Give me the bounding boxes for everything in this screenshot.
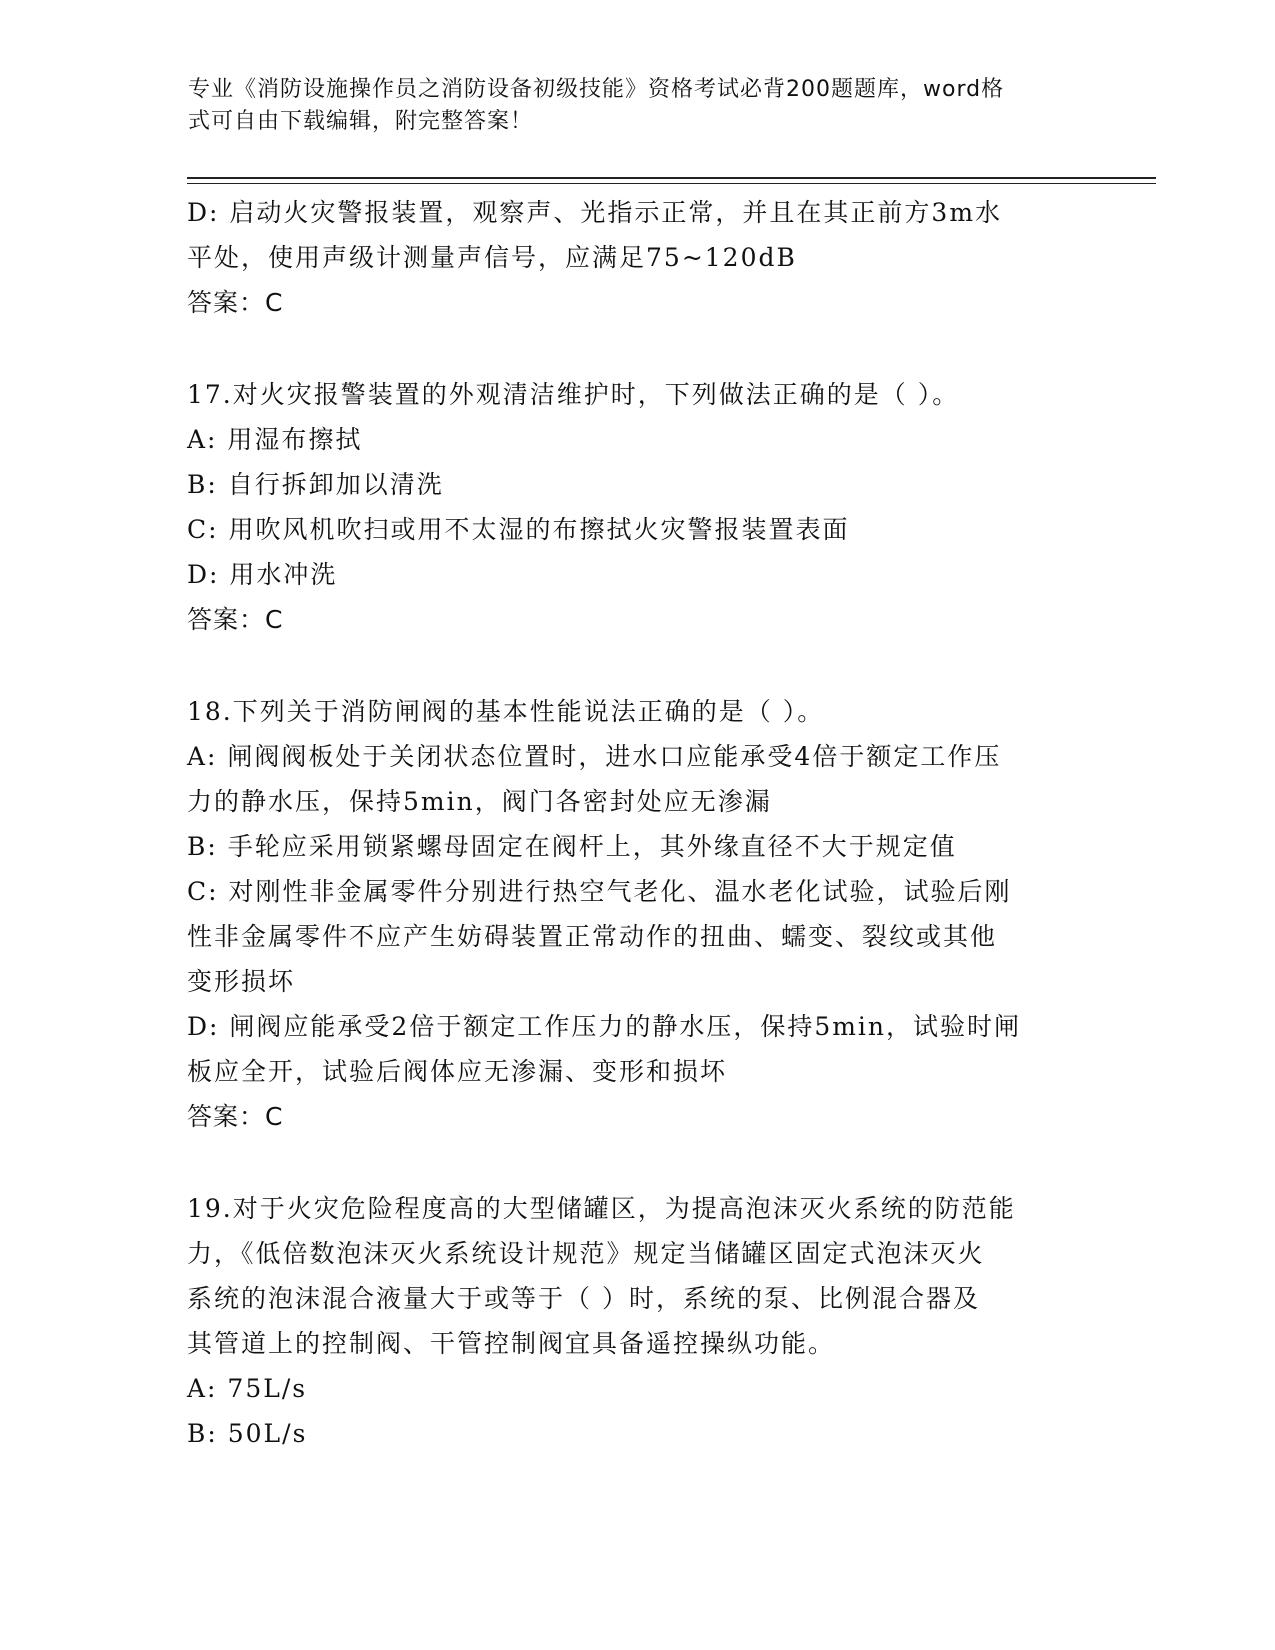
question-stem: 18.下列关于消防闸阀的基本性能说法正确的是（ ）。: [187, 697, 825, 726]
option-c: C: 对刚性非金属零件分别进行热空气老化、温水老化试验，试验后刚: [187, 877, 1012, 906]
option-b: B: 自行拆卸加以清洗: [187, 470, 444, 499]
spacer: [187, 642, 1087, 689]
question-stem-cont: 其管道上的控制阀、干管控制阀宜具备遥控操纵功能。: [187, 1329, 836, 1358]
spacer: [187, 1139, 1087, 1186]
question-stem: 19.对于火灾危险程度高的大型储罐区，为提高泡沫灭火系统的防范能: [187, 1194, 1016, 1223]
answer-line: 答案：C: [187, 288, 284, 317]
question-stem-cont: 力，《低倍数泡沫灭火系统设计规范》规定当储罐区固定式泡沫灭火: [187, 1239, 985, 1268]
option-c-cont: 性非金属零件不应产生妨碍装置正常动作的扭曲、蠕变、裂纹或其他: [187, 922, 998, 951]
option-c: C: 用吹风机吹扫或用不太湿的布擦拭火灾警报装置表面: [187, 515, 850, 544]
option-a: A: 用湿布擦拭: [187, 425, 363, 454]
answer-line: 答案：C: [187, 605, 284, 634]
question-block-17: [187, 372, 1087, 642]
option-a: A: 闸阀阀板处于关闭状态位置时，进水口应能承受4倍于额定工作压: [187, 742, 1002, 771]
option-a: A: 75L/s: [187, 1374, 308, 1403]
option-b: B: 50L/s: [187, 1419, 308, 1448]
option-a-cont: 力的静水压，保持5min，阀门各密封处应无渗漏: [187, 787, 772, 816]
spacer: [187, 325, 1087, 372]
option-d: D: 启动火灾警报装置，观察声、光指示正常，并且在其正前方3m水: [187, 198, 1003, 227]
document-header: [188, 74, 1088, 138]
header-rule-thick: [187, 177, 1156, 179]
question-stem-cont: 系统的泡沫混合液量大于或等于（ ）时，系统的泵、比例混合器及: [187, 1284, 980, 1313]
question-block-16: [187, 190, 1087, 325]
option-c-cont: 变形损坏: [187, 967, 296, 996]
question-block-19: [187, 1186, 1087, 1456]
option-d-cont: 平处，使用声级计测量声信号，应满足75~120dB: [187, 243, 797, 272]
header-line-2: 式可自由下载编辑，附完整答案！: [188, 109, 534, 134]
option-d: D: 用水冲洗: [187, 560, 338, 589]
question-block-18: [187, 689, 1087, 1139]
option-d: D: 闸阀应能承受2倍于额定工作压力的静水压，保持5min，试验时闸: [187, 1012, 1022, 1041]
question-content: [187, 190, 1087, 1456]
option-b: B: 手轮应采用锁紧螺母固定在阀杆上，其外缘直径不大于规定值: [187, 832, 957, 861]
option-d-cont: 板应全开，试验后阀体应无渗漏、变形和损坏: [187, 1057, 728, 1086]
answer-line: 答案：C: [187, 1102, 284, 1131]
header-rule-thin: [187, 183, 1156, 184]
header-line-1: 专业《消防设施操作员之消防设备初级技能》资格考试必背200题题库，word格: [188, 77, 1005, 102]
question-stem: 17.对火灾报警装置的外观清洁维护时，下列做法正确的是（ ）。: [187, 380, 960, 409]
